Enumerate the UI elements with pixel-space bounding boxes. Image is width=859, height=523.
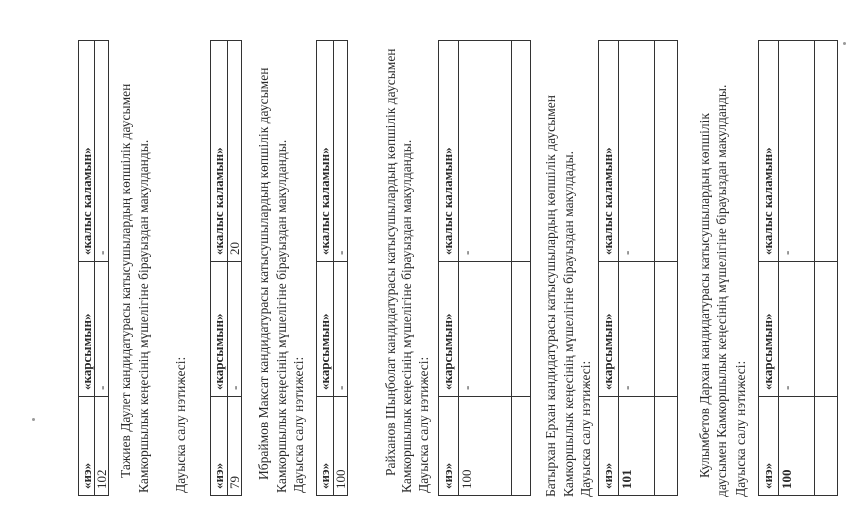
candidate-text-line2: Камкоршылык кеңесінің мүшелігіне бірауыздан макулдады. — [561, 151, 576, 497]
vote-result-label: Дауыска салу нэтижесі: — [416, 356, 431, 493]
result-for: 79 — [227, 476, 242, 489]
header-for: «иэ» — [600, 462, 615, 489]
result-abstain: - — [94, 250, 109, 255]
vote-result-label: Дауыска салу нэтижесі: — [291, 356, 306, 493]
vote-table-1 — [78, 40, 109, 496]
vote-table-2 — [210, 40, 242, 496]
vote-table-4 — [438, 40, 531, 496]
header-against: «карсымын» — [760, 313, 775, 390]
result-against: - — [333, 385, 348, 390]
result-for: 100 — [333, 469, 348, 489]
result-against: - — [779, 385, 794, 390]
header-against: «карсымын» — [440, 313, 455, 390]
result-against: - — [619, 385, 634, 390]
result-for: 100 — [459, 469, 474, 489]
candidate-text-line1: Райханов Шыңболат кандидатурасы катысушылардың көпшілік даусымен — [383, 48, 398, 476]
header-against: «карсымын» — [600, 313, 615, 390]
result-for: 102 — [94, 469, 109, 489]
result-for: 101 — [619, 469, 634, 489]
vote-table-3 — [316, 40, 348, 496]
header-for: «иэ» — [760, 462, 775, 489]
header-abstain: «калыс каламын» — [317, 147, 332, 255]
scan-dot — [32, 418, 35, 421]
result-abstain: - — [779, 250, 794, 255]
header-abstain: «калыс каламын» — [440, 147, 455, 255]
candidate-text-line1: Батырхан Ерхан кандидатурасы катысушылардың көпшілік даусымен — [543, 95, 558, 497]
candidate-text-line1: Ибраймов Максат кандидатурасы катысушылардың көпшілік даусымен — [256, 67, 271, 480]
header-for: «иэ» — [211, 462, 226, 489]
result-abstain: - — [619, 250, 634, 255]
scan-dot — [843, 42, 846, 45]
candidate-text-line2: Камкоршылык кеңесінің мүшелігіне бірауыздан макулданды. — [399, 139, 414, 493]
candidate-text-line1: Кулымбетов Дархан кандидатурасы катысушылардың көпшілік — [697, 113, 712, 478]
header-for: «иэ» — [440, 462, 455, 489]
vote-result-label: Дауыска салу нэтижесі: — [733, 360, 748, 497]
result-against: - — [459, 385, 474, 390]
header-abstain: «калыс каламын» — [600, 147, 615, 255]
result-abstain: - — [459, 250, 474, 255]
header-against: «карсымын» — [211, 313, 226, 390]
result-against: - — [94, 385, 109, 390]
result-abstain: 20 — [227, 242, 242, 255]
candidate-text-line2: Камкоршылык кеңесінің мүшелігіне бірауыздан макулданды. — [274, 139, 289, 493]
candidate-text-line1: Тажиев Даулет кандидатурасы катысушылардың көпшілік даусымен — [118, 83, 133, 478]
result-abstain: - — [333, 250, 348, 255]
vote-result-label: Дауыска салу нэтижесі: — [578, 360, 593, 497]
vote-result-label: Дауыска салу нэтижесі: — [173, 356, 188, 493]
header-against: «карсымын» — [317, 313, 332, 390]
result-against: - — [227, 385, 242, 390]
vote-table-5 — [598, 40, 678, 496]
header-against: «карсымын» — [79, 313, 94, 390]
header-for: «иэ» — [79, 462, 94, 489]
header-abstain: «калыс каламын» — [79, 147, 94, 255]
result-for: 100 — [779, 469, 794, 489]
header-for: «иэ» — [317, 462, 332, 489]
candidate-text-line2: Камкоршылык кеңесінің мүшелігіне бірауыздан макулданды. — [136, 139, 151, 493]
header-abstain: «калыс каламын» — [760, 147, 775, 255]
header-abstain: «калыс каламын» — [211, 147, 226, 255]
candidate-text-line2: даусымен Камкоршылык кеңесінің мүшелігіне бірауыздан макулданды. — [714, 84, 729, 497]
vote-table-6 — [758, 40, 838, 496]
